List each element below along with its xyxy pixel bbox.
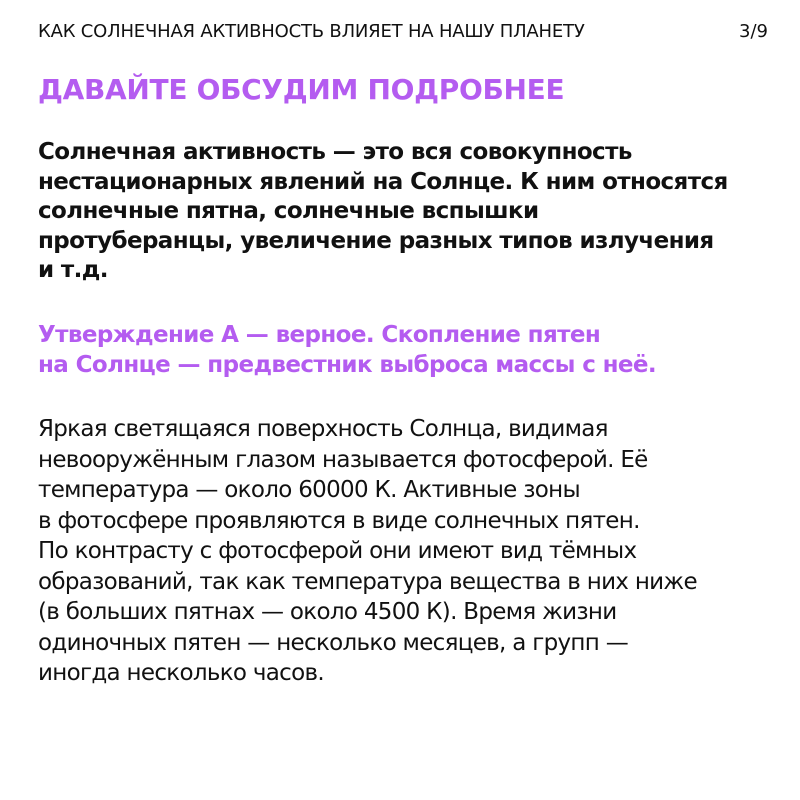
body-line: (в больших пятнах — около 4500 К). Время жизни	[38, 599, 617, 625]
body-line: Яркая светящаяся поверхность Солнца, видимая	[38, 416, 608, 442]
body-line: образований, так как температура вещества в них ниже	[38, 568, 697, 595]
lead-line: протуберанцы, увеличение разных типов излучения	[38, 227, 714, 254]
slide-title: КАК СОЛНЕЧНАЯ АКТИВНОСТЬ ВЛИЯЕТ НА НАШУ ПЛАНЕТУ	[38, 21, 585, 42]
lead-line: солнечные пятна, солнечные вспышки	[38, 198, 539, 224]
statement-paragraph	[38, 321, 778, 380]
body-line: По контрасту с фотосферой они имеют вид тёмных	[38, 538, 637, 564]
statement-line: Утверждение А — верное. Скопление пятен	[38, 322, 601, 348]
lead-line: нестационарных явлений на Солнце. К ним относятся	[38, 168, 728, 195]
lead-paragraph	[38, 138, 778, 286]
lead-line: Солнечная активность — это вся совокупность	[38, 139, 632, 165]
page-counter: 3/9	[739, 21, 768, 42]
section-heading: ДАВАЙТЕ ОБСУДИМ ПОДРОБНЕЕ	[38, 73, 565, 106]
body-line: иногда несколько часов.	[38, 660, 324, 686]
body-line: одиночных пятен — несколько месяцев, а групп —	[38, 629, 629, 656]
body-line: невооружённым глазом называется фотосферой. Её	[38, 446, 648, 473]
slide-header	[38, 18, 768, 46]
statement-line: на Солнце — предвестник выброса массы с неё.	[38, 351, 657, 378]
lead-line: и т.д.	[38, 257, 108, 283]
body-line: в фотосфере проявляются в виде солнечных пятен.	[38, 507, 640, 534]
body-paragraph	[38, 414, 778, 689]
body-line: температура — около 60000 К. Активные зоны	[38, 477, 580, 503]
